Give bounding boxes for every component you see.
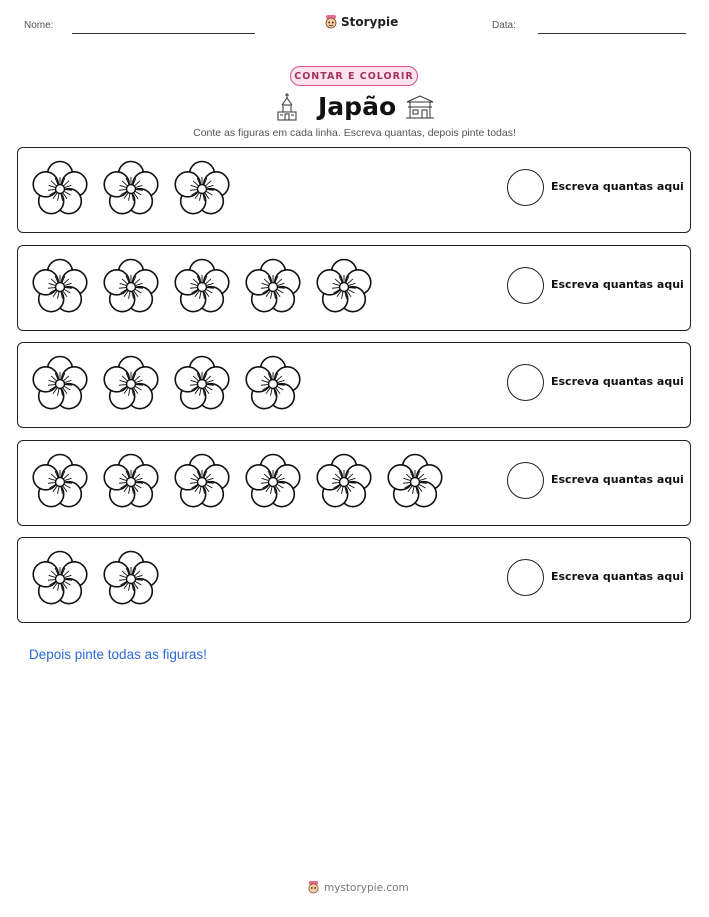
sakura-flower-icon[interactable] (101, 257, 161, 317)
flower-group (30, 549, 172, 609)
sakura-flower-icon[interactable] (101, 452, 161, 512)
sakura-flower-icon[interactable] (101, 549, 161, 609)
pagoda-house-icon (405, 94, 435, 120)
answer-circle[interactable] (507, 169, 544, 206)
answer-label: Escreva quantas aqui (551, 180, 684, 193)
sakura-flower-icon[interactable] (30, 354, 90, 414)
page-title: Japão (318, 92, 397, 121)
sakura-flower-icon[interactable] (30, 159, 90, 219)
storypie-mascot-icon (324, 14, 338, 30)
sakura-flower-icon[interactable] (385, 452, 445, 512)
sakura-flower-icon[interactable] (172, 452, 232, 512)
name-line[interactable] (72, 33, 255, 34)
count-row (17, 245, 691, 331)
count-row (17, 440, 691, 526)
activity-badge: CONTAR E COLORIR (290, 66, 418, 86)
flower-group (30, 159, 243, 219)
answer-circle[interactable] (507, 267, 544, 304)
answer-circle[interactable] (507, 462, 544, 499)
sakura-flower-icon[interactable] (314, 257, 374, 317)
count-row (17, 147, 691, 233)
sakura-flower-icon[interactable] (30, 549, 90, 609)
sakura-flower-icon[interactable] (101, 354, 161, 414)
sakura-flower-icon[interactable] (172, 257, 232, 317)
brand-logo (324, 14, 398, 30)
site-url: mystorypie.com (324, 881, 409, 894)
answer-label: Escreva quantas aqui (551, 375, 684, 388)
answer-label: Escreva quantas aqui (551, 473, 684, 486)
sakura-flower-icon[interactable] (30, 257, 90, 317)
title-row (0, 90, 709, 124)
date-line[interactable] (538, 33, 686, 34)
flower-group (30, 257, 385, 317)
sakura-flower-icon[interactable] (172, 354, 232, 414)
sakura-flower-icon[interactable] (314, 452, 374, 512)
flower-group (30, 354, 314, 414)
answer-label: Escreva quantas aqui (551, 570, 684, 583)
sakura-flower-icon[interactable] (101, 159, 161, 219)
sakura-flower-icon[interactable] (243, 452, 303, 512)
count-row (17, 342, 691, 428)
instructions: Conte as figuras em cada linha. Escreva quantas, depois pinte todas! (193, 127, 516, 139)
flower-group (30, 452, 456, 512)
count-row (17, 537, 691, 623)
answer-circle[interactable] (507, 364, 544, 401)
sakura-flower-icon[interactable] (172, 159, 232, 219)
sakura-flower-icon[interactable] (243, 257, 303, 317)
name-label: Nome: (24, 20, 54, 31)
chapel-icon (276, 92, 298, 122)
answer-label: Escreva quantas aqui (551, 278, 684, 291)
answer-circle[interactable] (507, 559, 544, 596)
date-label: Data: (492, 20, 516, 31)
brand-name: Storypie (341, 15, 399, 29)
storypie-mascot-icon (307, 880, 320, 895)
sakura-flower-icon[interactable] (243, 354, 303, 414)
site-footer (307, 880, 409, 895)
footer-note: Depois pinte todas as figuras! (29, 647, 207, 662)
sakura-flower-icon[interactable] (30, 452, 90, 512)
